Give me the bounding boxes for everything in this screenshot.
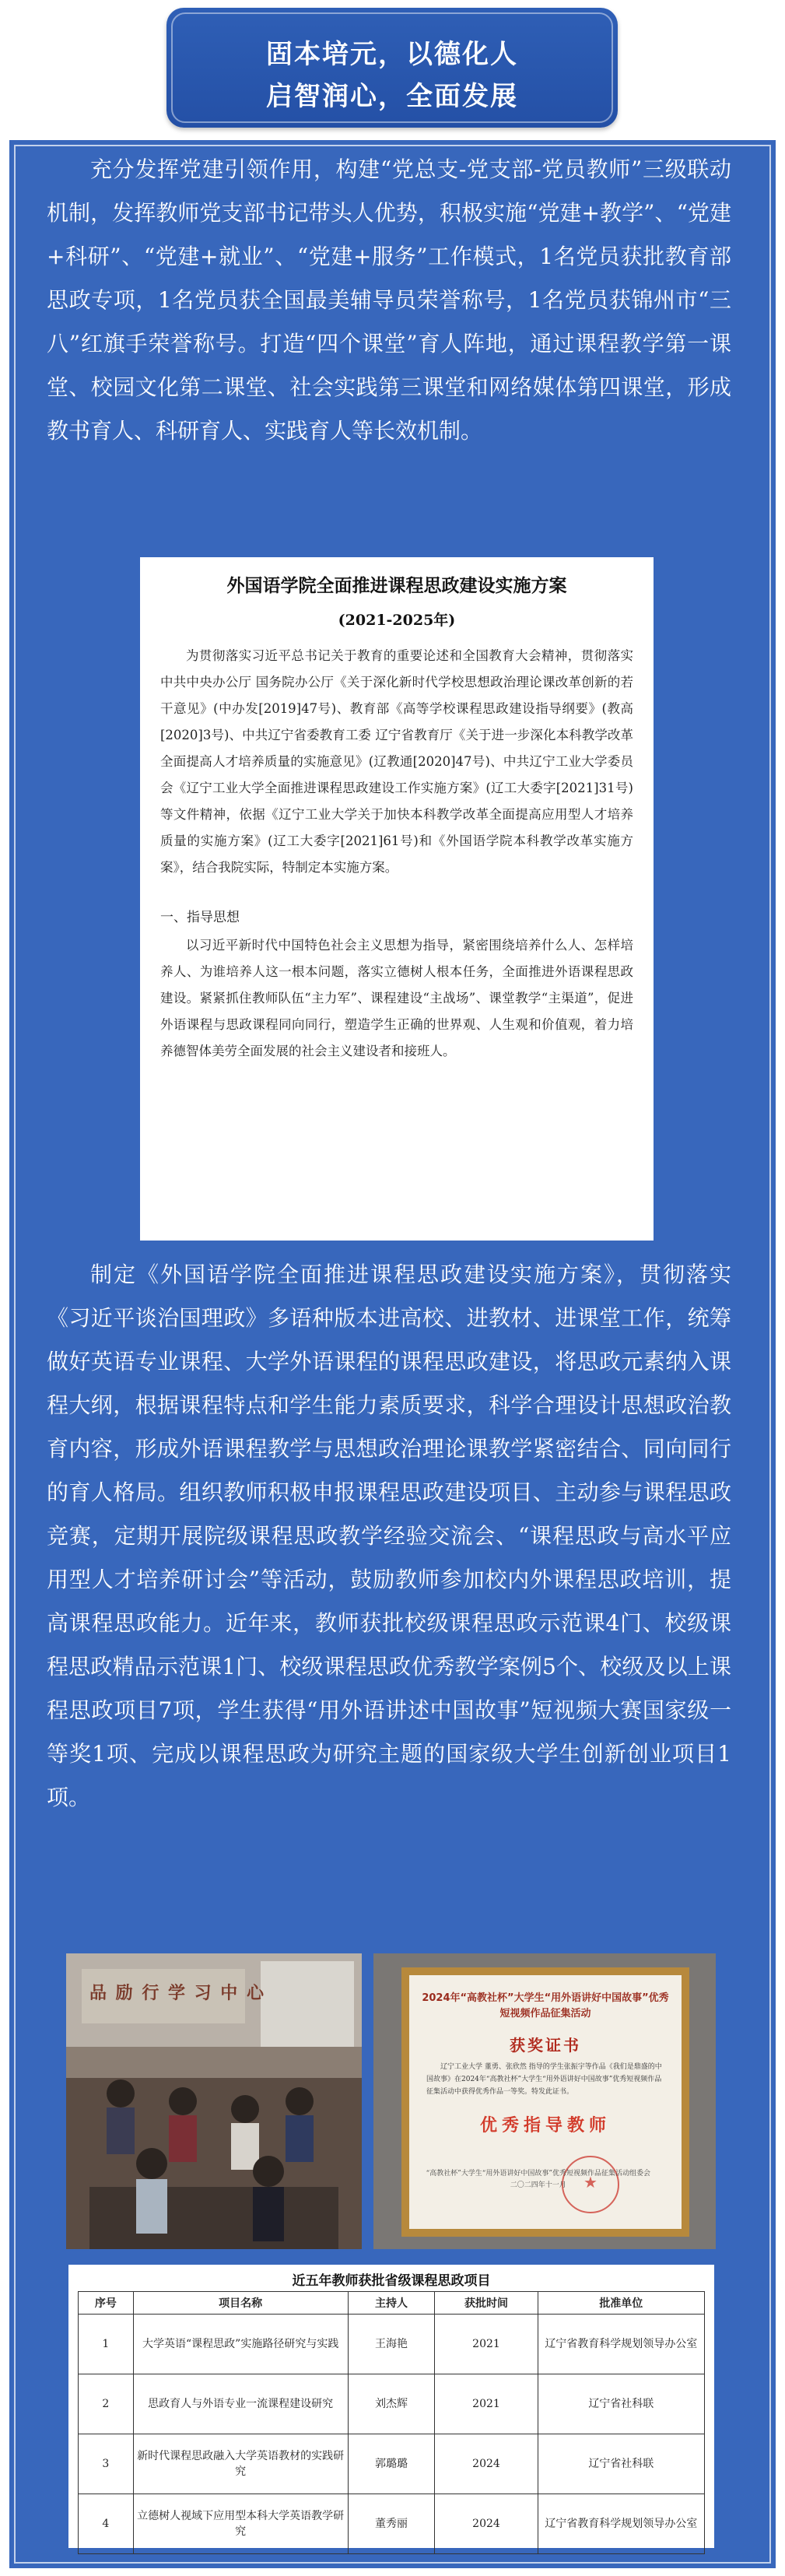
cell-host: 刘杰辉 — [348, 2374, 435, 2434]
title-banner — [166, 8, 618, 128]
cell-no: 2 — [79, 2374, 134, 2434]
banner-line-2: 启智润心，全面发展 — [266, 81, 518, 112]
header-no: 序号 — [79, 2292, 134, 2315]
header-project-name: 项目名称 — [133, 2292, 348, 2315]
cell-host: 董秀丽 — [348, 2494, 435, 2554]
cell-project-name: 思政育人与外语专业一流课程建设研究 — [133, 2374, 348, 2434]
cell-project-name: 大学英语“课程思政”实施路径研究与实践 — [133, 2315, 348, 2374]
cell-approval-unit: 辽宁省教育科学规划领导办公室 — [538, 2494, 704, 2554]
header-host: 主持人 — [348, 2292, 435, 2315]
table-title: 近五年教师获批省级课程思政项目 — [292, 2273, 491, 2289]
table-row — [79, 2434, 705, 2494]
cell-project-name: 立德树人视域下应用型本科大学英语教学研究 — [133, 2494, 348, 2554]
document-guiding-ideology: 以习近平新时代中国特色社会主义思想为指导，紧密围绕培养什么人、怎样培养人、为谁培养人这一根本问题，落实立德树人根本任务，全面推进外语课程思政建设。紧紧抓住教师队伍“主力军”、课程建设“主战场”、课堂教学“主渠道”，促进外语课程与思政课程同向同行，塑造学生正确的世界观、人生观和价值观，着力培养德智体美劳全面发展的社会主义建设者和接班人。 — [160, 938, 633, 1058]
certificate-heading: 2024年“高教社杯”大学生“用外语讲好中国故事”优秀短视频作品征集活动 — [422, 1992, 669, 2020]
table-header-row — [79, 2292, 705, 2315]
cell-approval-time: 2024 — [435, 2494, 538, 2554]
cell-no: 3 — [79, 2434, 134, 2494]
cell-host: 郭璐璐 — [348, 2434, 435, 2494]
certificate-award-name: 优秀指导教师 — [479, 2116, 611, 2136]
header-approval-time: 获批时间 — [435, 2292, 538, 2315]
table-row — [79, 2494, 705, 2554]
certificate-issuer: “高教社杯”大学生“用外语讲好中国故事”优秀短视频作品征集活动组委会 二〇二四年十一月 — [426, 2170, 650, 2189]
cell-project-name: 新时代课程思政融入大学英语教材的实践研究 — [133, 2434, 348, 2494]
table-row — [79, 2315, 705, 2374]
seminar-photo — [66, 1953, 362, 2249]
document-subtitle: (2021-2025年) — [338, 612, 456, 629]
award-certificate-photo — [373, 1953, 716, 2249]
document-body: 为贯彻落实习近平总书记关于教育的重要论述和全国教育大会精神，贯彻落实中共中央办公厅 国务院办公厅《关于深化新时代学校思想政治理论课改革创新的若干意见》(中办发[2019]47号)、教育部《高等学校课程思政建设指导纲要》(教高[2020]3号)、中共辽宁省委教育工委 辽宁省教育厅《关于进一步深化本科教学改革 全面提高人才培养质量的实施意见》(辽教通[2020]47号)、中共辽宁工业大学委员会《辽宁工业大学全面推进课程思政建设工作实施方案》(辽工大委字[2021]31号)等文件精神，依据《辽宁工业大学关于加快本科教学改革全面提高应用型人才培养质量的实施方案》(辽工大委字[2021]61号)和《外国语学院本科教学改革实施方案》，结合我院实际，特制定本实施方案。 — [160, 648, 633, 875]
cell-no: 1 — [79, 2315, 134, 2374]
seminar-wall-text: 品 励 行 学 习 中 心 — [89, 1983, 265, 2003]
award-certificate — [401, 1967, 689, 2237]
document-heading: 一、指导思想 — [160, 910, 240, 925]
cell-approval-time: 2021 — [435, 2315, 538, 2374]
cell-approval-time: 2024 — [435, 2434, 538, 2494]
certificate-body: 辽宁工业大学 董勇、张欣然 指导的学生张振宇等作品《我们是鼎盛的中国故事》在2024年“高教社杯”大学生“用外语讲好中国故事”优秀短视频作品征集活动中获得优秀作品一等奖。特发此证书。 — [426, 2063, 662, 2096]
projects-table-image — [68, 2265, 714, 2548]
header-approval-unit: 批准单位 — [538, 2292, 704, 2315]
cell-approval-time: 2021 — [435, 2374, 538, 2434]
party-building-paragraph: 充分发挥党建引领作用，构建“党总支-党支部-党员教师”三级联动机制，发挥教师党支部书记带头人优势，积极实施“党建+教学”、“党建+科研”、“党建+就业”、“党建+服务”工作模式，1名党员获批教育部思政专项，1名党员获全国最美辅导员荣誉称号，1名党员获锦州市“三八”红旗手荣誉称号。打造“四个课堂”育人阵地，通过课程教学第一课堂、校园文化第二课堂、社会实践第三课堂和网络媒体第四课堂，形成教书育人、科研育人、实践育人等长效机制。 — [47, 156, 731, 444]
cell-approval-unit: 辽宁省社科联 — [538, 2374, 704, 2434]
curriculum-ideology-paragraph: 制定《外国语学院全面推进课程思政建设实施方案》，贯彻落实《习近平谈治国理政》多语种版本进高校、进教材、进课堂工作，统筹做好英语专业课程、大学外语课程的课程思政建设，将思政元素纳入课程大纲，根据课程特点和学生能力素质要求，科学合理设计思想政治教育内容，形成外语课程教学与思想政治理论课教学紧密结合、同向同行的育人格局。组织教师积极申报课程思政建设项目、主动参与课程思政竞赛，定期开展院级课程思政教学经验交流会、“课程思政与高水平应用型人才培养研讨会”等活动，鼓励教师参加校内外课程思政培训，提高课程思政能力。近年来，教师获批校级课程思政示范课4门、校级课程思政精品示范课1门、校级课程思政优秀教学案例5个、校级及以上课程思政项目7项，学生获得“用外语讲述中国故事”短视频大赛国家级一等奖1项、完成以课程思政为研究主题的国家级大学生创新创业项目1项。 — [47, 1262, 731, 1810]
document-title: 外国语学院全面推进课程思政建设实施方案 — [226, 576, 567, 596]
projects-table — [78, 2291, 705, 2554]
cell-approval-unit: 辽宁省社科联 — [538, 2434, 704, 2494]
cell-no: 4 — [79, 2494, 134, 2554]
cell-approval-unit: 辽宁省教育科学规划领导办公室 — [538, 2315, 704, 2374]
implementation-plan-document — [140, 557, 654, 1241]
table-row — [79, 2374, 705, 2434]
cell-host: 王海艳 — [348, 2315, 435, 2374]
banner-line-1: 固本培元，以德化人 — [266, 39, 518, 70]
certificate-title: 获奖证书 — [510, 2036, 581, 2055]
